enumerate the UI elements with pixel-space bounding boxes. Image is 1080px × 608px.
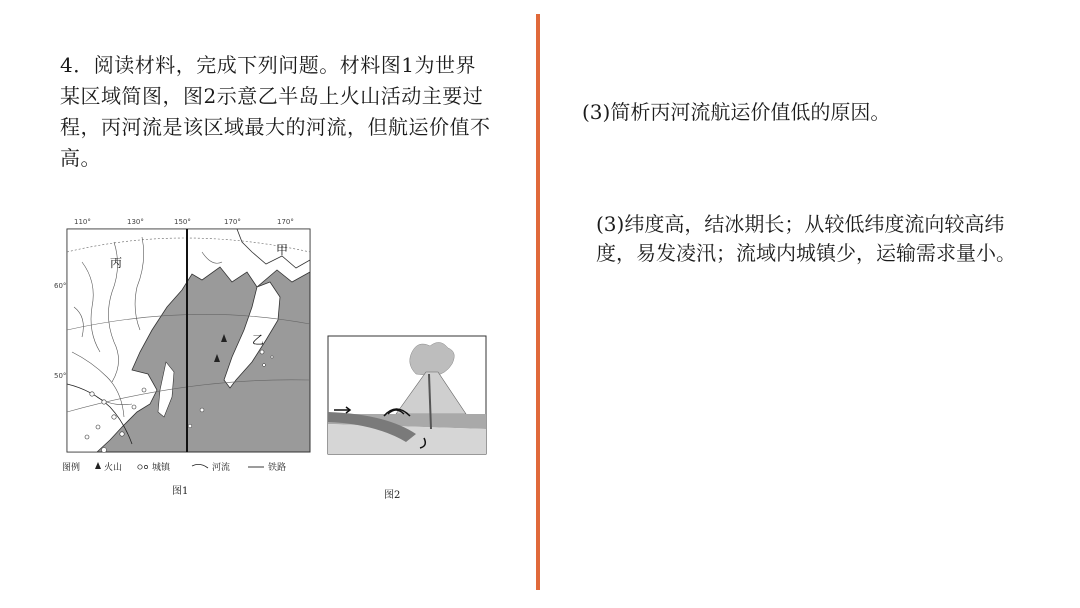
label-yi: 乙 — [252, 333, 265, 347]
left-tick-label: 50° — [54, 372, 67, 380]
figure2-volcano-diagram — [326, 334, 490, 504]
vertical-divider — [536, 14, 540, 590]
top-tick-label: 110° — [74, 218, 91, 226]
legend-volcano: 火山 — [104, 463, 123, 473]
legend-town: 城镇 — [152, 463, 171, 473]
river-icon — [192, 464, 208, 468]
sub-question-text: (3)简析丙河流航运价值低的原因。 — [582, 100, 891, 124]
map-legend — [62, 461, 286, 473]
top-tick-label: 150° — [174, 218, 191, 226]
figure1-map — [52, 212, 322, 502]
legend-title: 图例 — [62, 463, 81, 473]
top-tick-label: 170° — [224, 218, 241, 226]
volcano-icon — [95, 462, 101, 469]
top-tick-label: 130° — [127, 218, 144, 226]
label-bing: 丙 — [110, 256, 123, 270]
question-text: 4．阅读材料，完成下列问题。材料图1为世界某区域简图，图2示意乙半岛上火山活动主要过程，丙河流是该区域最大的河流，但航运价值不高。 — [60, 53, 491, 170]
legend-railway: 铁路 — [268, 463, 287, 473]
top-tick-label: 170° — [277, 218, 294, 226]
figure1-caption: 图1 — [172, 486, 189, 497]
answer-text: (3)纬度高，结冰期长；从较低纬度流向较高纬度，易发凌汛；流域内城镇少，运输需求量小。 — [596, 212, 1016, 265]
town-icon — [138, 465, 142, 469]
legend-river: 河流 — [212, 463, 231, 473]
left-tick-label: 60° — [54, 282, 67, 290]
label-jia: 甲 — [276, 243, 289, 257]
figure2-caption: 图2 — [384, 490, 401, 501]
town-icon — [144, 465, 147, 468]
